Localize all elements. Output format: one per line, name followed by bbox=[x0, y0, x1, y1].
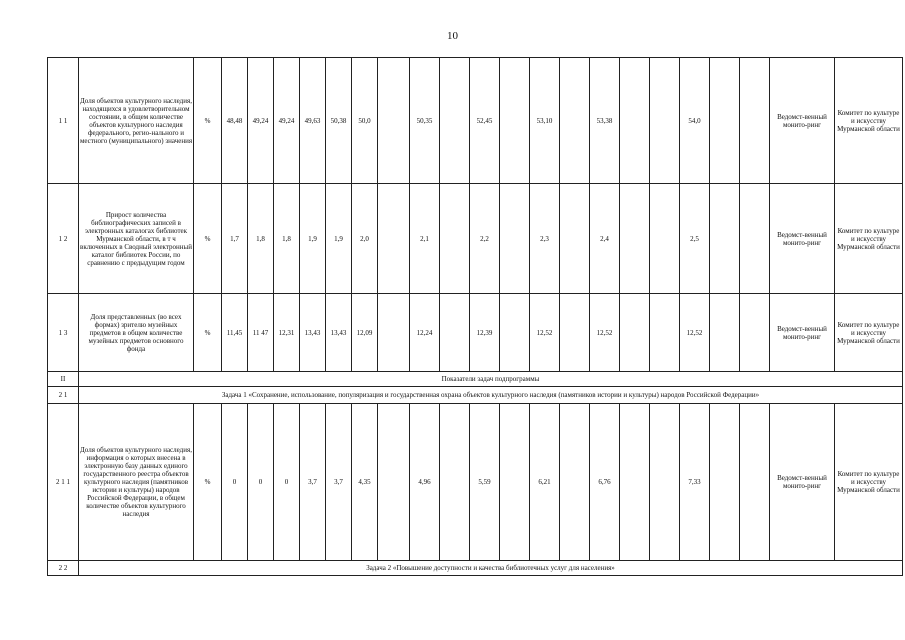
indicator-name: Доля представленных (во всех формах) зрителю музейных предметов в общем количестве музейных предметов основного фонда bbox=[79, 294, 194, 372]
empty-cell bbox=[740, 184, 770, 294]
value-cell: 12,52 bbox=[590, 294, 620, 372]
table-row bbox=[48, 294, 903, 372]
row-number: 1 1 bbox=[48, 58, 79, 184]
value-cell: 0 bbox=[274, 404, 300, 561]
value-cell: 4,35 bbox=[352, 404, 378, 561]
value-cell: 2,0 bbox=[352, 184, 378, 294]
monitoring-source: Ведомст-венный монито-ринг bbox=[770, 404, 835, 561]
indicator-name: Доля объектов культурного наследия, находящихся в удовлетворительном состоянии, в общем количестве объектов культурного наследия федерального, регио-нального и местного (муниципального) значения bbox=[79, 58, 194, 184]
unit-cell: % bbox=[194, 294, 222, 372]
value-cell: 2,2 bbox=[470, 184, 500, 294]
unit-cell: % bbox=[194, 58, 222, 184]
responsible-org: Комитет по культуре и искусству Мурманской области bbox=[835, 294, 903, 372]
value-cell: 6,76 bbox=[590, 404, 620, 561]
value-cell: 50,0 bbox=[352, 58, 378, 184]
empty-cell bbox=[620, 58, 650, 184]
empty-cell bbox=[620, 184, 650, 294]
value-cell: 0 bbox=[222, 404, 248, 561]
table-row bbox=[48, 561, 903, 576]
value-cell: 53,38 bbox=[590, 58, 620, 184]
responsible-org: Комитет по культуре и искусству Мурманской области bbox=[835, 58, 903, 184]
empty-cell bbox=[378, 404, 410, 561]
empty-cell bbox=[378, 294, 410, 372]
empty-cell bbox=[500, 58, 530, 184]
value-cell: 49,24 bbox=[274, 58, 300, 184]
responsible-org: Комитет по культуре и искусству Мурманской области bbox=[835, 404, 903, 561]
empty-cell bbox=[560, 294, 590, 372]
value-cell: 49,63 bbox=[300, 58, 326, 184]
value-cell: 13,43 bbox=[300, 294, 326, 372]
value-cell: 3,7 bbox=[326, 404, 352, 561]
empty-cell bbox=[560, 184, 590, 294]
value-cell: 1,8 bbox=[274, 184, 300, 294]
value-cell: 50,35 bbox=[410, 58, 440, 184]
table-row bbox=[48, 58, 903, 184]
row-number: 1 3 bbox=[48, 294, 79, 372]
value-cell: 50,38 bbox=[326, 58, 352, 184]
value-cell: 53,10 bbox=[530, 58, 560, 184]
empty-cell bbox=[650, 294, 680, 372]
empty-cell bbox=[650, 184, 680, 294]
empty-cell bbox=[560, 58, 590, 184]
empty-cell bbox=[710, 184, 740, 294]
table-row bbox=[48, 184, 903, 294]
empty-cell bbox=[740, 294, 770, 372]
empty-cell bbox=[440, 58, 470, 184]
unit-cell: % bbox=[194, 184, 222, 294]
empty-cell bbox=[378, 184, 410, 294]
value-cell: 12,52 bbox=[680, 294, 710, 372]
value-cell: 52,45 bbox=[470, 58, 500, 184]
empty-cell bbox=[440, 184, 470, 294]
value-cell: 12,24 bbox=[410, 294, 440, 372]
task-heading: Задача 2 «Повышение доступности и качества библиотечных услуг для населения» bbox=[79, 561, 903, 576]
value-cell: 13,43 bbox=[326, 294, 352, 372]
value-cell: 2,1 bbox=[410, 184, 440, 294]
value-cell: 3,7 bbox=[300, 404, 326, 561]
value-cell: 5,59 bbox=[470, 404, 500, 561]
responsible-org: Комитет по культуре и искусству Мурманской области bbox=[835, 184, 903, 294]
value-cell: 1,7 bbox=[222, 184, 248, 294]
empty-cell bbox=[710, 294, 740, 372]
section-heading: Показатели задач подпрограммы bbox=[79, 372, 903, 387]
table-row bbox=[48, 404, 903, 561]
empty-cell bbox=[740, 58, 770, 184]
unit-cell: % bbox=[194, 404, 222, 561]
value-cell: 1,8 bbox=[248, 184, 274, 294]
row-number: II bbox=[48, 372, 79, 387]
indicator-name: Прирост количества библиографических записей в электронных каталогах библиотек Мурманской области, в т ч включенных в Сводный электронный каталог библиотек России, по сравнению с предыдущим годом bbox=[79, 184, 194, 294]
empty-cell bbox=[710, 58, 740, 184]
value-cell: 54,0 bbox=[680, 58, 710, 184]
empty-cell bbox=[500, 184, 530, 294]
value-cell: 2,5 bbox=[680, 184, 710, 294]
page-number: 10 bbox=[447, 30, 458, 42]
empty-cell bbox=[740, 404, 770, 561]
empty-cell bbox=[710, 404, 740, 561]
value-cell: 11 47 bbox=[248, 294, 274, 372]
value-cell: 12,09 bbox=[352, 294, 378, 372]
monitoring-source: Ведомст-венный монито-ринг bbox=[770, 184, 835, 294]
empty-cell bbox=[440, 294, 470, 372]
value-cell: 11,45 bbox=[222, 294, 248, 372]
row-number: 2 1 1 bbox=[48, 404, 79, 561]
value-cell: 4,96 bbox=[410, 404, 440, 561]
empty-cell bbox=[500, 404, 530, 561]
value-cell: 6,21 bbox=[530, 404, 560, 561]
value-cell: 12,39 bbox=[470, 294, 500, 372]
monitoring-source: Ведомст-венный монито-ринг bbox=[770, 58, 835, 184]
table-row bbox=[48, 372, 903, 387]
empty-cell bbox=[440, 404, 470, 561]
value-cell: 49,24 bbox=[248, 58, 274, 184]
value-cell: 2,3 bbox=[530, 184, 560, 294]
empty-cell bbox=[620, 294, 650, 372]
value-cell: 1,9 bbox=[300, 184, 326, 294]
value-cell: 12,52 bbox=[530, 294, 560, 372]
value-cell: 0 bbox=[248, 404, 274, 561]
row-number: 1 2 bbox=[48, 184, 79, 294]
indicator-name: Доля объектов культурного наследия, информация о которых внесена в электронную базу данных единого государственного реестра объектов культурного наследия (памятников истории и культуры) народов Российской Федерации, в общем количестве объектов культурного наследия bbox=[79, 404, 194, 561]
row-number: 2 2 bbox=[48, 561, 79, 576]
value-cell: 2,4 bbox=[590, 184, 620, 294]
value-cell: 48,48 bbox=[222, 58, 248, 184]
empty-cell bbox=[650, 404, 680, 561]
value-cell: 12,31 bbox=[274, 294, 300, 372]
empty-cell bbox=[378, 58, 410, 184]
indicators-table bbox=[47, 57, 903, 576]
empty-cell bbox=[620, 404, 650, 561]
monitoring-source: Ведомст-венный монито-ринг bbox=[770, 294, 835, 372]
row-number: 2 1 bbox=[48, 387, 79, 404]
empty-cell bbox=[500, 294, 530, 372]
empty-cell bbox=[560, 404, 590, 561]
value-cell: 1,9 bbox=[326, 184, 352, 294]
task-heading: Задача 1 «Сохранение, использование, популяризация и государственная охрана объектов культурного наследия (памятников истории и культуры) народов Российской Федерации» bbox=[79, 387, 903, 404]
table-row bbox=[48, 387, 903, 404]
value-cell: 7,33 bbox=[680, 404, 710, 561]
empty-cell bbox=[650, 58, 680, 184]
